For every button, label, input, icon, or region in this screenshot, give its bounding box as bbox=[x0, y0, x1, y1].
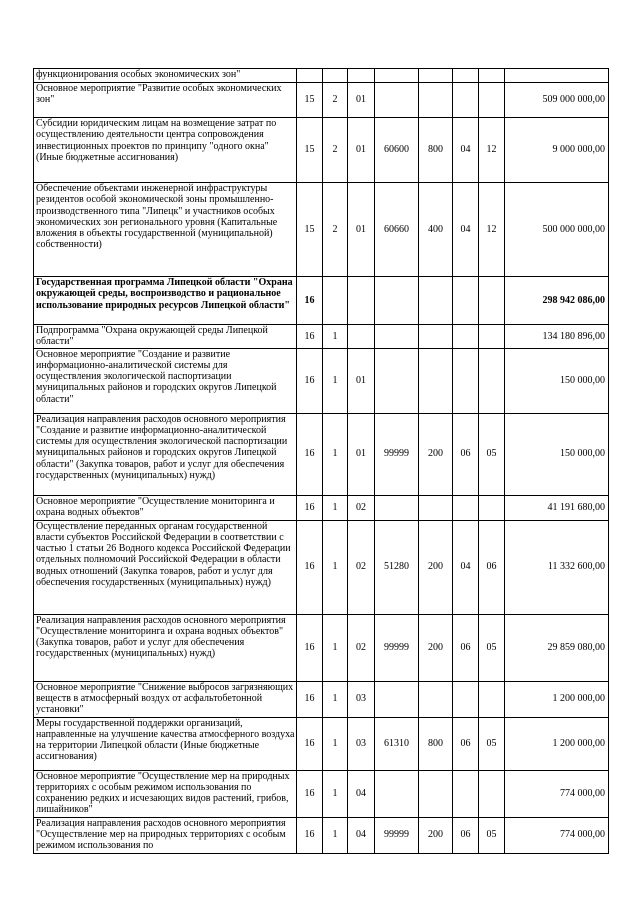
cell-subsection bbox=[479, 681, 505, 717]
cell-subprogram-code: 1 bbox=[323, 717, 348, 770]
cell-measure-code: 01 bbox=[348, 83, 375, 118]
cell-program-code: 16 bbox=[297, 348, 323, 413]
cell-subsection bbox=[479, 69, 505, 83]
cell-measure-code: 02 bbox=[348, 495, 375, 520]
cell-direction-code bbox=[375, 681, 419, 717]
cell-amount: 11 332 600,00 bbox=[505, 520, 609, 614]
cell-name: Государственная программа Липецкой области "Охрана окружающей среды, воспроизводство и рациональное использование природных ресурсов Липецкой области" bbox=[34, 277, 297, 325]
cell-expense-type bbox=[419, 681, 453, 717]
cell-program-code: 16 bbox=[297, 681, 323, 717]
cell-subprogram-code bbox=[323, 277, 348, 325]
table-row bbox=[34, 348, 609, 413]
cell-measure-code: 01 bbox=[348, 413, 375, 495]
cell-subprogram-code: 1 bbox=[323, 817, 348, 853]
cell-subsection: 05 bbox=[479, 717, 505, 770]
cell-section: 06 bbox=[453, 817, 479, 853]
cell-name: Реализация направления расходов основного мероприятия "Осуществление мер на природных территориях с особым режимом использования по bbox=[34, 817, 297, 853]
cell-measure-code: 04 bbox=[348, 770, 375, 817]
cell-subsection bbox=[479, 495, 505, 520]
cell-subsection bbox=[479, 277, 505, 325]
cell-subprogram-code: 1 bbox=[323, 348, 348, 413]
cell-measure-code: 01 bbox=[348, 118, 375, 183]
cell-amount: 1 200 000,00 bbox=[505, 717, 609, 770]
cell-section: 04 bbox=[453, 183, 479, 277]
cell-subsection bbox=[479, 325, 505, 349]
cell-subsection bbox=[479, 770, 505, 817]
cell-measure-code: 01 bbox=[348, 183, 375, 277]
cell-direction-code bbox=[375, 325, 419, 349]
cell-name: Основное мероприятие "Создание и развитие информационно-аналитической системы для осуществления экологической паспортизации муниципальных районов и городских округов Липецкой области" bbox=[34, 348, 297, 413]
cell-direction-code bbox=[375, 495, 419, 520]
cell-amount: 774 000,00 bbox=[505, 770, 609, 817]
cell-section: 06 bbox=[453, 717, 479, 770]
cell-direction-code: 99999 bbox=[375, 413, 419, 495]
cell-program-code: 15 bbox=[297, 118, 323, 183]
cell-amount: 509 000 000,00 bbox=[505, 83, 609, 118]
cell-program-code: 16 bbox=[297, 495, 323, 520]
table-row bbox=[34, 614, 609, 681]
cell-program-code: 16 bbox=[297, 770, 323, 817]
table-row bbox=[34, 413, 609, 495]
cell-program-code: 15 bbox=[297, 83, 323, 118]
cell-name: Реализация направления расходов основного мероприятия "Осуществление мониторинга и охрана водных объектов" (Закупка товаров, работ и услуг для обеспечения государственных (муниципальных) нужд) bbox=[34, 614, 297, 681]
cell-subprogram-code: 1 bbox=[323, 520, 348, 614]
cell-expense-type: 800 bbox=[419, 118, 453, 183]
table-row bbox=[34, 681, 609, 717]
cell-section bbox=[453, 325, 479, 349]
cell-amount: 774 000,00 bbox=[505, 817, 609, 853]
cell-expense-type: 400 bbox=[419, 183, 453, 277]
cell-subsection: 06 bbox=[479, 520, 505, 614]
cell-name: Обеспечение объектами инженерной инфраструктуры резидентов особой экономической зоны промышленно-производственного типа "Липецк" и участников особых экономических зон регионального уровня (Капитальные вложения в объекты государственной (муниципальной) собственности) bbox=[34, 183, 297, 277]
cell-name: Основное мероприятие "Развитие особых экономических зон" bbox=[34, 83, 297, 118]
cell-direction-code: 99999 bbox=[375, 614, 419, 681]
cell-name: Реализация направления расходов основного мероприятия "Создание и развитие информационно-аналитической системы для осуществления экологической паспортизации муниципальных районов и городских округов Липецкой области" (Закупка товаров, работ и услуг для обеспечения государственных (муниципальных) нужд) bbox=[34, 413, 297, 495]
cell-subsection: 12 bbox=[479, 183, 505, 277]
cell-subprogram-code: 2 bbox=[323, 183, 348, 277]
cell-subprogram-code: 2 bbox=[323, 118, 348, 183]
cell-expense-type: 200 bbox=[419, 817, 453, 853]
cell-name: Осуществление переданных органам государственной власти субъектов Российской Федерации в соответствии с частью 1 статьи 26 Водного кодекса Российской Федерации отдельных полномочий Российской Федерации в области водных отношений (Закупка товаров, работ и услуг для обеспечения государственных (муниципальных) нужд) bbox=[34, 520, 297, 614]
cell-expense-type bbox=[419, 83, 453, 118]
cell-direction-code: 99999 bbox=[375, 817, 419, 853]
cell-program-code: 16 bbox=[297, 520, 323, 614]
cell-expense-type bbox=[419, 348, 453, 413]
cell-subsection bbox=[479, 348, 505, 413]
cell-amount: 298 942 086,00 bbox=[505, 277, 609, 325]
cell-section bbox=[453, 770, 479, 817]
cell-direction-code bbox=[375, 83, 419, 118]
cell-section bbox=[453, 495, 479, 520]
cell-subprogram-code: 1 bbox=[323, 325, 348, 349]
table-row bbox=[34, 495, 609, 520]
cell-direction-code: 51280 bbox=[375, 520, 419, 614]
table-row bbox=[34, 325, 609, 349]
cell-subprogram-code: 1 bbox=[323, 681, 348, 717]
cell-section bbox=[453, 348, 479, 413]
cell-section: 06 bbox=[453, 413, 479, 495]
cell-subprogram-code: 1 bbox=[323, 495, 348, 520]
cell-name: Основное мероприятие "Осуществление мер на природных территориях с особым режимом использования по сохранению редких и исчезающих видов растений, грибов, лишайников" bbox=[34, 770, 297, 817]
cell-expense-type bbox=[419, 69, 453, 83]
table-row bbox=[34, 770, 609, 817]
cell-expense-type: 200 bbox=[419, 614, 453, 681]
cell-subprogram-code bbox=[323, 69, 348, 83]
cell-direction-code: 60660 bbox=[375, 183, 419, 277]
cell-program-code: 16 bbox=[297, 717, 323, 770]
cell-subsection: 12 bbox=[479, 118, 505, 183]
cell-section: 06 bbox=[453, 614, 479, 681]
cell-direction-code bbox=[375, 770, 419, 817]
cell-expense-type bbox=[419, 325, 453, 349]
cell-subsection: 05 bbox=[479, 614, 505, 681]
cell-subprogram-code: 2 bbox=[323, 83, 348, 118]
cell-amount: 1 200 000,00 bbox=[505, 681, 609, 717]
cell-direction-code bbox=[375, 348, 419, 413]
cell-name: Основное мероприятие "Снижение выбросов загрязняющих веществ в атмосферный воздух от асфальтобетонной установки" bbox=[34, 681, 297, 717]
table-row bbox=[34, 717, 609, 770]
cell-measure-code: 03 bbox=[348, 717, 375, 770]
cell-section: 04 bbox=[453, 118, 479, 183]
table-row bbox=[34, 69, 609, 83]
cell-section bbox=[453, 83, 479, 118]
cell-section bbox=[453, 69, 479, 83]
cell-direction-code: 60600 bbox=[375, 118, 419, 183]
cell-program-code: 16 bbox=[297, 277, 323, 325]
cell-section bbox=[453, 681, 479, 717]
cell-measure-code bbox=[348, 277, 375, 325]
cell-section bbox=[453, 277, 479, 325]
cell-name: Меры государственной поддержки организаций, направленные на улучшение качества атмосферного воздуха на территории Липецкой области (Иные бюджетные ассигнования) bbox=[34, 717, 297, 770]
table-row bbox=[34, 520, 609, 614]
table-row bbox=[34, 183, 609, 277]
cell-expense-type bbox=[419, 277, 453, 325]
budget-table-sheet bbox=[33, 68, 609, 854]
table-row bbox=[34, 817, 609, 853]
cell-amount: 150 000,00 bbox=[505, 348, 609, 413]
budget-table bbox=[33, 68, 609, 854]
cell-amount: 29 859 080,00 bbox=[505, 614, 609, 681]
cell-program-code: 16 bbox=[297, 325, 323, 349]
cell-expense-type bbox=[419, 495, 453, 520]
cell-amount: 9 000 000,00 bbox=[505, 118, 609, 183]
cell-subsection: 05 bbox=[479, 413, 505, 495]
cell-subprogram-code: 1 bbox=[323, 413, 348, 495]
cell-direction-code bbox=[375, 277, 419, 325]
cell-direction-code bbox=[375, 69, 419, 83]
table-row bbox=[34, 118, 609, 183]
cell-name: функционирования особых экономических зон" bbox=[34, 69, 297, 83]
cell-program-code: 16 bbox=[297, 614, 323, 681]
cell-expense-type: 800 bbox=[419, 717, 453, 770]
cell-program-code bbox=[297, 69, 323, 83]
cell-subsection bbox=[479, 83, 505, 118]
cell-measure-code bbox=[348, 69, 375, 83]
cell-amount: 500 000 000,00 bbox=[505, 183, 609, 277]
cell-measure-code: 02 bbox=[348, 614, 375, 681]
cell-amount: 134 180 896,00 bbox=[505, 325, 609, 349]
budget-table-body bbox=[34, 69, 609, 854]
cell-measure-code: 02 bbox=[348, 520, 375, 614]
cell-amount: 41 191 680,00 bbox=[505, 495, 609, 520]
cell-expense-type: 200 bbox=[419, 520, 453, 614]
table-row bbox=[34, 83, 609, 118]
cell-subprogram-code: 1 bbox=[323, 614, 348, 681]
cell-measure-code: 03 bbox=[348, 681, 375, 717]
cell-amount bbox=[505, 69, 609, 83]
cell-subsection: 05 bbox=[479, 817, 505, 853]
cell-measure-code: 01 bbox=[348, 348, 375, 413]
cell-program-code: 16 bbox=[297, 413, 323, 495]
cell-program-code: 15 bbox=[297, 183, 323, 277]
cell-subprogram-code: 1 bbox=[323, 770, 348, 817]
cell-amount: 150 000,00 bbox=[505, 413, 609, 495]
cell-name: Подпрограмма "Охрана окружающей среды Липецкой области" bbox=[34, 325, 297, 349]
table-row bbox=[34, 277, 609, 325]
cell-program-code: 16 bbox=[297, 817, 323, 853]
cell-expense-type: 200 bbox=[419, 413, 453, 495]
cell-expense-type bbox=[419, 770, 453, 817]
cell-direction-code: 61310 bbox=[375, 717, 419, 770]
cell-measure-code bbox=[348, 325, 375, 349]
cell-section: 04 bbox=[453, 520, 479, 614]
cell-measure-code: 04 bbox=[348, 817, 375, 853]
cell-name: Основное мероприятие "Осуществление мониторинга и охрана водных объектов" bbox=[34, 495, 297, 520]
cell-name: Субсидии юридическим лицам на возмещение затрат по осуществлению деятельности центра сопровождения инвестиционных проектов по принципу "одного окна" (Иные бюджетные ассигнования) bbox=[34, 118, 297, 183]
